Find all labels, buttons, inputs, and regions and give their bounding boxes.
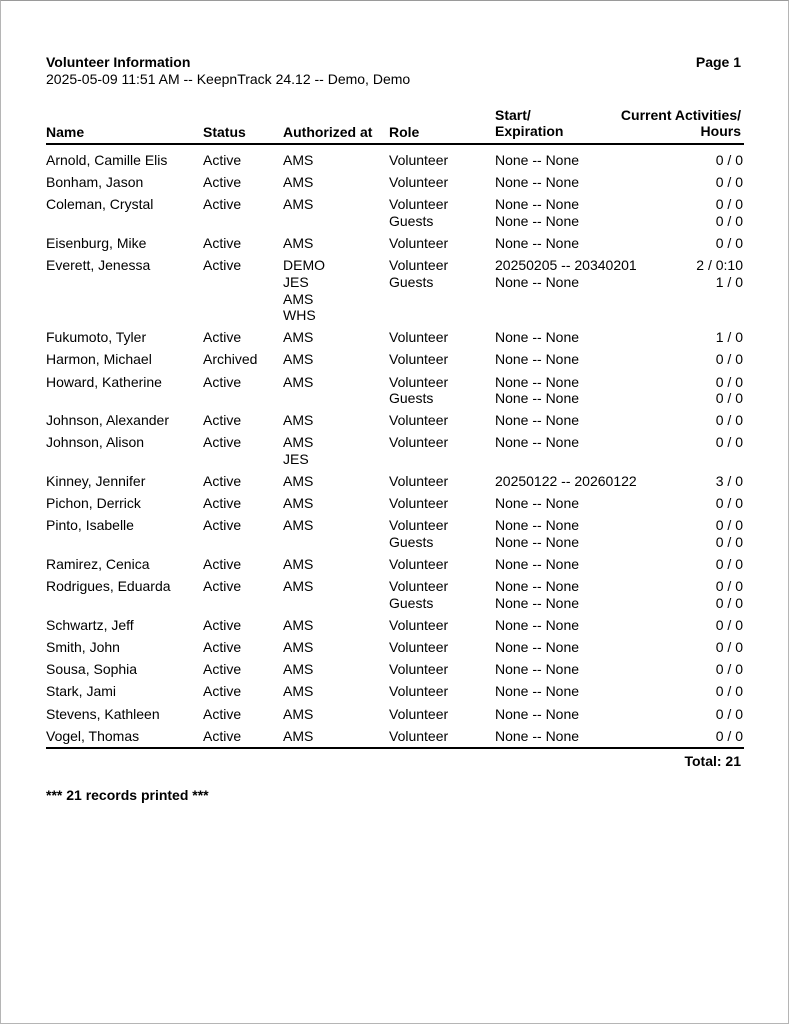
cell-dates — [495, 661, 579, 678]
cell-name: Bonham, Jason — [46, 174, 144, 191]
cell-dates — [495, 374, 579, 407]
cell-dates — [495, 578, 579, 611]
cell-role-line: Volunteer — [389, 152, 449, 168]
cell-dates-line: None -- None — [495, 412, 580, 429]
cell-dates — [495, 706, 579, 723]
cell-status: Active — [203, 495, 242, 512]
cell-name: Everett, Jenessa — [46, 257, 151, 274]
cell-hours — [716, 412, 743, 429]
cell-dates-line: None -- None — [495, 434, 580, 451]
cell-authorized-line: AMS — [283, 578, 314, 595]
cell-hours — [716, 728, 743, 745]
cell-role-line: Volunteer — [389, 351, 449, 368]
cell-hours-line: 0 / 0 — [715, 412, 743, 429]
cell-authorized-line: AMS — [283, 639, 314, 656]
cell-authorized — [283, 728, 313, 745]
cell-hours-line: 2 / 0:10 — [696, 257, 743, 274]
cell-status: Active — [203, 329, 242, 346]
cell-authorized-line: AMS — [283, 152, 314, 168]
cell-dates-line: None -- None — [495, 235, 580, 251]
cell-dates — [495, 473, 637, 490]
cell-role — [389, 152, 448, 169]
cell-role-line: Volunteer — [389, 639, 449, 656]
cell-status: Active — [203, 412, 242, 429]
column-header-name: Name — [46, 124, 85, 140]
cell-status: Active — [203, 434, 242, 451]
records-printed: *** 21 records printed *** — [46, 787, 209, 803]
cell-status: Archived — [203, 351, 258, 368]
cell-name: Schwartz, Jeff — [46, 617, 134, 634]
cell-dates-line: None -- None — [495, 661, 580, 678]
cell-role — [389, 412, 448, 429]
cell-authorized — [283, 495, 313, 512]
cell-hours — [716, 706, 743, 723]
cell-dates — [495, 517, 579, 550]
header-rule — [46, 143, 744, 145]
cell-role-line: Volunteer — [389, 373, 449, 390]
cell-name: Vogel, Thomas — [46, 727, 140, 744]
cell-dates-line: None -- None — [495, 578, 580, 595]
cell-hours — [716, 174, 743, 191]
cell-status: Active — [203, 373, 242, 390]
cell-dates-line: 20250122 -- 20260122 — [495, 473, 637, 490]
cell-status: Active — [203, 174, 242, 191]
cell-authorized — [283, 351, 313, 368]
cell-dates-line: None -- None — [495, 196, 580, 213]
cell-hours-line: 0 / 0 — [715, 434, 743, 451]
cell-role-line: Volunteer — [389, 473, 449, 490]
cell-hours-line: 0 / 0 — [715, 705, 743, 722]
cell-dates — [495, 728, 579, 745]
cell-dates — [495, 639, 579, 656]
cell-name: Stevens, Kathleen — [46, 705, 160, 722]
cell-hours — [716, 517, 743, 550]
cell-hours-line: 0 / 0 — [715, 390, 743, 407]
cell-role-line: Volunteer — [389, 174, 449, 191]
cell-role-line: Volunteer — [389, 578, 449, 595]
cell-authorized-line: AMS — [283, 727, 314, 744]
cell-authorized-line: AMS — [283, 473, 314, 490]
cell-dates-line: None -- None — [495, 390, 580, 407]
cell-dates-line: 20250205 -- 20340201 — [495, 257, 637, 274]
cell-dates-line: None -- None — [495, 212, 580, 229]
cell-authorized — [283, 517, 313, 534]
cell-role-line: Volunteer — [389, 556, 449, 573]
cell-role — [389, 329, 448, 346]
cell-hours-line: 0 / 0 — [715, 373, 743, 390]
column-header-dates-line1: Start/ — [495, 107, 531, 123]
cell-authorized-line: JES — [283, 273, 309, 290]
cell-hours — [716, 329, 743, 346]
cell-status: Active — [203, 661, 242, 678]
cell-role — [389, 706, 448, 723]
cell-dates-line: None -- None — [495, 152, 580, 168]
cell-role-line: Volunteer — [389, 705, 449, 722]
cell-hours — [716, 473, 743, 490]
cell-dates-line: None -- None — [495, 517, 580, 534]
cell-authorized — [283, 196, 313, 213]
cell-dates-line: None -- None — [495, 495, 580, 512]
cell-status: Active — [203, 705, 242, 722]
cell-role — [389, 578, 448, 611]
cell-hours-line: 0 / 0 — [715, 617, 743, 634]
cell-name: Johnson, Alison — [46, 434, 145, 451]
cell-role — [389, 661, 448, 678]
cell-authorized-line: AMS — [283, 661, 314, 678]
cell-hours — [716, 351, 743, 368]
cell-role — [389, 235, 448, 252]
cell-role-line: Guests — [389, 273, 434, 290]
cell-hours-line: 1 / 0 — [715, 329, 743, 346]
cell-authorized-line: AMS — [283, 196, 314, 213]
cell-dates-line: None -- None — [495, 373, 580, 390]
column-header-hours-line2: Hours — [700, 123, 741, 139]
cell-status: Active — [203, 473, 242, 490]
cell-role — [389, 556, 448, 573]
cell-authorized-line: AMS — [283, 174, 314, 191]
cell-role — [389, 434, 448, 451]
cell-authorized-line: WHS — [283, 307, 316, 324]
cell-role-line: Volunteer — [389, 661, 449, 678]
cell-authorized-line: AMS — [283, 235, 314, 251]
cell-role-line: Volunteer — [389, 329, 449, 346]
cell-hours — [716, 661, 743, 678]
cell-authorized-line: AMS — [283, 373, 314, 390]
cell-authorized — [283, 235, 313, 252]
cell-authorized — [283, 578, 313, 595]
cell-status: Active — [203, 196, 242, 213]
cell-name: Pinto, Isabelle — [46, 517, 134, 534]
cell-authorized-line: AMS — [283, 556, 314, 573]
cell-role-line: Volunteer — [389, 257, 449, 274]
cell-hours-line: 0 / 0 — [715, 152, 743, 168]
cell-authorized — [283, 473, 313, 490]
cell-authorized — [283, 329, 313, 346]
cell-dates-line: None -- None — [495, 556, 580, 573]
cell-name: Harmon, Michael — [46, 351, 152, 368]
cell-dates — [495, 412, 579, 429]
cell-authorized-line: JES — [283, 451, 309, 468]
cell-authorized — [283, 706, 313, 723]
cell-status: Active — [203, 257, 242, 274]
cell-dates — [495, 257, 637, 290]
cell-authorized — [283, 661, 313, 678]
cell-dates — [495, 683, 579, 700]
cell-authorized — [283, 257, 325, 324]
cell-authorized-line: AMS — [283, 434, 314, 451]
cell-dates — [495, 196, 579, 229]
cell-name: Johnson, Alexander — [46, 412, 169, 429]
cell-authorized-line: AMS — [283, 683, 314, 700]
column-header-dates — [495, 107, 563, 139]
cell-role — [389, 374, 448, 407]
cell-hours — [716, 639, 743, 656]
cell-hours — [716, 152, 743, 169]
cell-dates — [495, 434, 579, 451]
cell-role-line: Volunteer — [389, 196, 449, 213]
cell-role-line: Guests — [389, 390, 434, 407]
cell-hours — [716, 578, 743, 611]
cell-authorized — [283, 639, 313, 656]
cell-role-line: Volunteer — [389, 617, 449, 634]
cell-name: Smith, John — [46, 639, 120, 656]
cell-hours-line: 0 / 0 — [715, 534, 743, 551]
cell-hours-line: 0 / 0 — [715, 661, 743, 678]
cell-dates-line: None -- None — [495, 329, 580, 346]
cell-role — [389, 473, 448, 490]
column-header-status: Status — [203, 124, 246, 140]
page-number: Page 1 — [695, 54, 741, 70]
cell-role — [389, 257, 448, 290]
cell-role-line: Volunteer — [389, 683, 449, 700]
cell-hours-line: 0 / 0 — [715, 683, 743, 700]
cell-hours-line: 1 / 0 — [715, 273, 743, 290]
cell-status: Active — [203, 152, 242, 168]
cell-dates — [495, 556, 579, 573]
cell-role-line: Guests — [389, 534, 434, 551]
cell-hours — [716, 196, 743, 229]
cell-name: Fukumoto, Tyler — [46, 329, 147, 346]
report-subtitle: 2025-05-09 11:51 AM -- KeepnTrack 24.12 -- Demo, Demo — [46, 71, 411, 87]
cell-dates-line: None -- None — [495, 273, 580, 290]
cell-authorized — [283, 434, 313, 467]
cell-hours-line: 0 / 0 — [715, 517, 743, 534]
cell-status: Active — [203, 639, 242, 656]
cell-hours — [716, 617, 743, 634]
cell-dates — [495, 329, 579, 346]
cell-hours — [716, 495, 743, 512]
cell-role — [389, 495, 448, 512]
cell-hours-line: 0 / 0 — [715, 578, 743, 595]
cell-role — [389, 728, 448, 745]
cell-role — [389, 617, 448, 634]
cell-hours — [716, 235, 743, 252]
cell-status: Active — [203, 556, 242, 573]
cell-role-line: Volunteer — [389, 434, 449, 451]
cell-hours — [716, 556, 743, 573]
cell-dates — [495, 152, 579, 169]
column-header-authorized: Authorized at — [283, 124, 373, 140]
cell-role — [389, 639, 448, 656]
cell-authorized-line: DEMO — [283, 257, 325, 274]
column-header-role: Role — [389, 124, 420, 140]
cell-role-line: Volunteer — [389, 495, 449, 512]
cell-hours-line: 0 / 0 — [715, 212, 743, 229]
cell-hours-line: 0 / 0 — [715, 727, 743, 744]
cell-authorized — [283, 374, 313, 391]
cell-hours — [716, 683, 743, 700]
cell-authorized — [283, 617, 313, 634]
cell-name: Kinney, Jennifer — [46, 473, 146, 490]
cell-status: Active — [203, 727, 242, 744]
cell-name: Arnold, Camille Elis — [46, 152, 168, 168]
cell-hours-line: 0 / 0 — [715, 639, 743, 656]
cell-dates-line: None -- None — [495, 534, 580, 551]
cell-role-line: Volunteer — [389, 727, 449, 744]
cell-name: Pichon, Derrick — [46, 495, 141, 512]
cell-hours-line: 3 / 0 — [715, 473, 743, 490]
cell-name: Eisenburg, Mike — [46, 235, 147, 251]
cell-authorized-line: AMS — [283, 351, 314, 368]
cell-authorized-line: AMS — [283, 517, 314, 534]
cell-hours — [716, 374, 743, 407]
cell-role-line: Volunteer — [389, 517, 449, 534]
cell-authorized — [283, 556, 313, 573]
cell-dates-line: None -- None — [495, 617, 580, 634]
cell-authorized-line: AMS — [283, 705, 314, 722]
cell-role-line: Guests — [389, 212, 434, 229]
cell-dates-line: None -- None — [495, 639, 580, 656]
cell-authorized-line: AMS — [283, 495, 314, 512]
cell-dates — [495, 351, 579, 368]
cell-role — [389, 196, 448, 229]
cell-hours-line: 0 / 0 — [715, 196, 743, 213]
cell-dates-line: None -- None — [495, 683, 580, 700]
cell-role — [389, 683, 448, 700]
cell-authorized-line: AMS — [283, 329, 314, 346]
cell-authorized — [283, 152, 313, 169]
cell-authorized — [283, 412, 313, 429]
cell-dates — [495, 617, 579, 634]
cell-hours — [696, 257, 743, 290]
cell-hours-line: 0 / 0 — [715, 351, 743, 368]
cell-status: Active — [203, 683, 242, 700]
cell-name: Coleman, Crystal — [46, 196, 154, 213]
cell-dates-line: None -- None — [495, 351, 580, 368]
cell-role — [389, 351, 448, 368]
column-header-hours-line1: Current Activities/ — [620, 107, 741, 123]
cell-dates-line: None -- None — [495, 705, 580, 722]
cell-role-line: Volunteer — [389, 412, 449, 429]
cell-name: Stark, Jami — [46, 683, 117, 700]
cell-hours-line: 0 / 0 — [715, 595, 743, 611]
cell-role-line: Guests — [389, 595, 434, 611]
cell-dates — [495, 174, 579, 191]
column-header-hours — [621, 107, 741, 139]
cell-dates-line: None -- None — [495, 174, 580, 191]
cell-dates-line: None -- None — [495, 595, 580, 611]
column-header-dates-line2: Expiration — [495, 123, 564, 139]
cell-role — [389, 517, 448, 550]
cell-role — [389, 174, 448, 191]
cell-authorized — [283, 174, 313, 191]
cell-name: Sousa, Sophia — [46, 661, 138, 678]
cell-status: Active — [203, 578, 242, 595]
report-title: Volunteer Information — [46, 54, 191, 70]
cell-hours-line: 0 / 0 — [715, 174, 743, 191]
cell-hours-line: 0 / 0 — [715, 235, 743, 251]
cell-status: Active — [203, 235, 242, 251]
cell-authorized-line: AMS — [283, 617, 314, 634]
cell-dates — [495, 495, 579, 512]
cell-dates — [495, 235, 579, 252]
cell-authorized-line: AMS — [283, 290, 314, 307]
cell-dates-line: None -- None — [495, 727, 580, 744]
cell-authorized — [283, 683, 313, 700]
cell-status: Active — [203, 517, 242, 534]
cell-name: Rodrigues, Eduarda — [46, 578, 171, 595]
total-count: Total: 21 — [684, 753, 741, 769]
cell-name: Howard, Katherine — [46, 373, 162, 390]
footer-rule — [46, 747, 744, 749]
cell-hours-line: 0 / 0 — [715, 495, 743, 512]
cell-authorized-line: AMS — [283, 412, 314, 429]
cell-status: Active — [203, 617, 242, 634]
cell-hours — [716, 434, 743, 451]
cell-role-line: Volunteer — [389, 235, 449, 251]
cell-name: Ramirez, Cenica — [46, 556, 150, 573]
cell-hours-line: 0 / 0 — [715, 556, 743, 573]
